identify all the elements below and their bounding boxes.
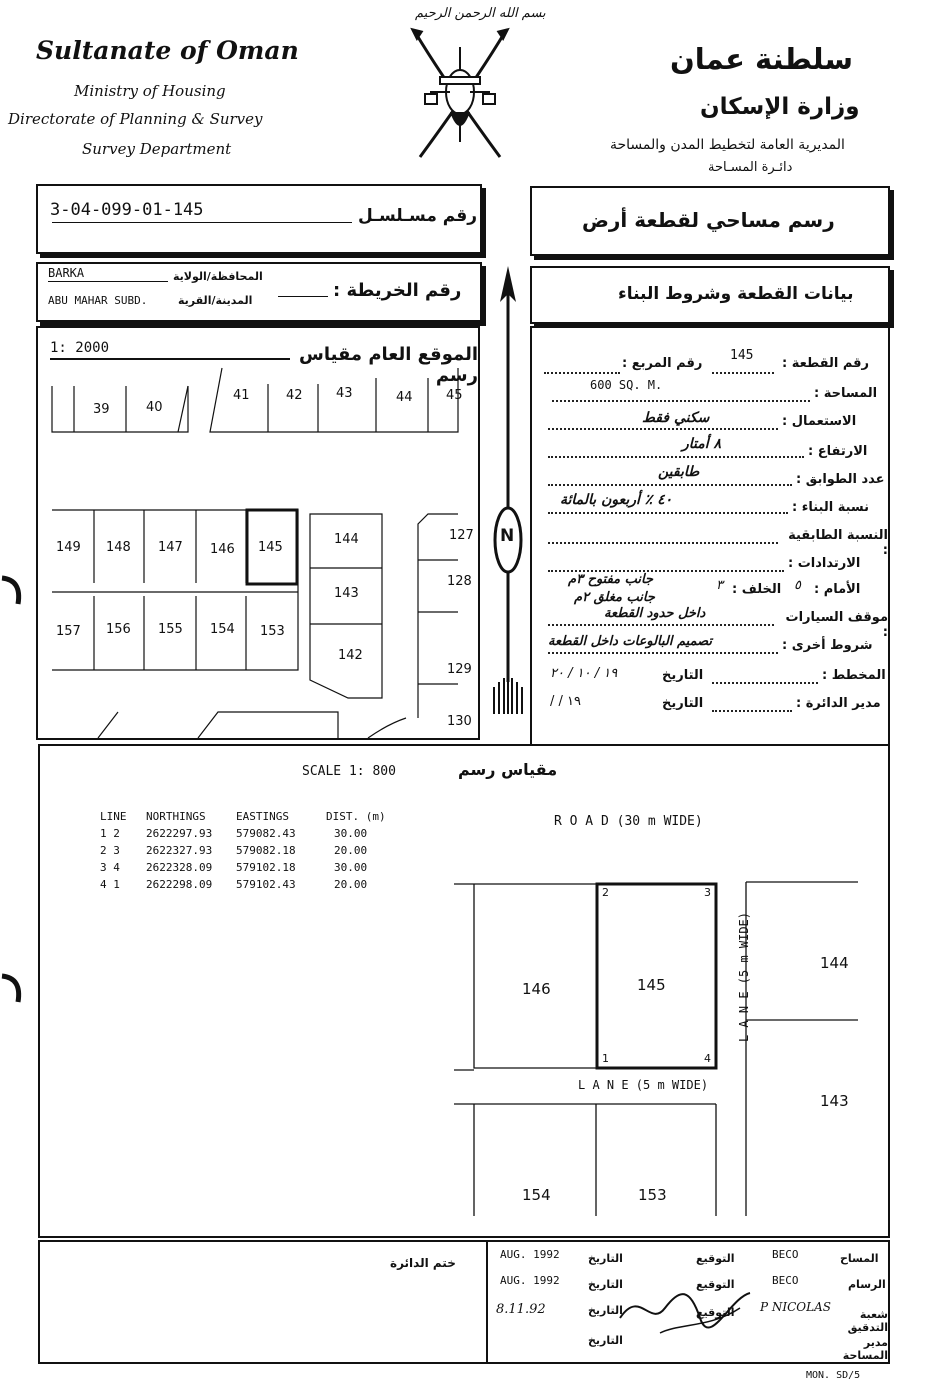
loc-plot-156: 156 [106,622,131,637]
national-emblem-icon [405,22,515,162]
loc-plot-128: 128 [447,574,472,589]
table-header-line: LINE [100,810,127,823]
draftsman-date: AUG. 1992 [500,1274,560,1287]
square-label: رقم المربع : [622,356,703,371]
survey-director-role: مدير المساحة [842,1336,888,1362]
serial-box [36,184,482,254]
binder-hole-icon [0,968,24,1008]
manager-dots [712,710,792,712]
parking-dots [548,624,774,626]
loc-plot-43: 43 [336,386,353,401]
survey-scale-ar: مقياس رسم [458,760,558,779]
back-label: الخلف : [732,582,782,597]
plot-no-dots [712,372,774,374]
setbacks-label: الارتدادات : [788,556,861,571]
signature-box [38,1240,890,1364]
height-value: ٨ أمتار [682,436,722,452]
checker-role: شعبة التدقيق [847,1308,888,1334]
loc-plot-45: 45 [446,388,463,403]
front-label: الأمام : [814,582,861,597]
table-row-northing: 2622327.93 [146,844,213,857]
stamp-label: ختم الدائرة [390,1256,456,1270]
loc-plot-39: 39 [93,402,110,417]
loc-plot-155: 155 [158,622,183,637]
survey-drawing-box [38,744,890,1238]
survey-plot-146: 146 [522,980,551,998]
loc-plot-153: 153 [260,624,285,639]
ratio-dots [548,512,788,514]
signature-divider [486,1242,488,1362]
surveyor-role: المساح [840,1252,879,1265]
loc-plot-42: 42 [286,388,303,403]
emblem-caption: بسم الله الرحمن الرحيم [415,6,546,21]
manager-date-label: التاريخ [662,696,704,711]
survey-plot-154: 154 [522,1186,551,1204]
table-row-easting: 579082.18 [236,844,296,857]
loc-plot-143: 143 [334,586,359,601]
surveyor-date-label: التاريخ [588,1252,623,1265]
surveyor-date: AUG. 1992 [500,1248,560,1261]
ratio-value: ٤٠ ٪ أربعون بالمائة [560,492,673,508]
header-directorate-ar: المديرية العامة لتخطيط المدن والمساحة [610,137,845,153]
road-label: R O A D (30 m WIDE) [554,814,703,829]
use-label: الاستعمال : [782,414,857,429]
header-ministry-en: Ministry of Housing [74,82,226,100]
manager-date-value: ١٩ / / [550,694,581,709]
table-row-dist: 30.00 [334,861,368,874]
loc-plot-40: 40 [146,400,163,415]
checker-name: P NICOLAS [760,1300,832,1314]
form-number: MON. SD/5 [806,1370,861,1381]
wilayat-value: BARKA [48,266,85,280]
other-conditions-dots [548,652,778,654]
loc-plot-44: 44 [396,390,413,405]
loc-plot-41: 41 [233,388,250,403]
loc-plot-154: 154 [210,622,235,637]
planner-label: المخطط : [822,668,886,683]
table-row-northing: 2622328.09 [146,861,213,874]
checker-date-label: التاريخ [588,1304,623,1317]
binder-hole-icon [0,570,24,610]
side-closed-value: جانب مغلق ٢م [574,590,655,605]
loc-plot-129: 129 [447,662,472,677]
corner-1: 1 [602,1052,609,1065]
area-label: المساحة : [814,386,878,401]
floor-ratio-label: النسبة الطابقية : [788,528,888,558]
header-title-en: Sultanate of Oman [36,36,299,65]
loc-plot-142: 142 [338,648,363,663]
document-title: رسم مساحي لقطعة أرض [582,208,835,232]
corner-2: 2 [602,886,609,899]
floors-dots [548,484,792,486]
table-header-northings: NORTHINGS [146,810,206,823]
plot-section-title-box [530,266,890,324]
table-row-dist: 20.00 [334,844,368,857]
wilayat-underline [48,281,168,282]
table-row-line: 2 3 [100,844,120,857]
table-header-eastings: EASTINGS [236,810,289,823]
loc-plot-157: 157 [56,624,81,639]
lane-vertical-label: L A N E (5 m WIDE) [737,911,751,1043]
survey-plot-drawing [40,746,888,1236]
parking-label: موقف السيارات : [785,610,888,640]
side-open-value: جانب مفتوح ٣م [568,572,654,587]
use-dots [548,428,778,430]
survey-plot-144: 144 [820,954,849,972]
table-row-line: 4 1 [100,878,120,891]
manager-label: مدير الدائرة : [796,696,881,711]
table-row-northing: 2622297.93 [146,827,213,840]
handwritten-signature [610,1278,760,1338]
back-value: ٣ [716,578,723,593]
table-header-dist: DIST. (m) [326,810,386,823]
wilayat-label: المحافظة/الولاية [173,270,263,283]
header-department-en: Survey Department [82,140,232,158]
location-map-box [36,326,480,740]
north-arrow-icon [486,262,530,722]
loc-plot-148: 148 [106,540,131,555]
plot-data-box [530,326,890,746]
plot-section-title: بيانات القطعة وشروط البناء [618,284,854,304]
table-row-dist: 30.00 [334,827,368,840]
other-conditions-value: تصميم البالوعات داخل القطعة [548,634,712,649]
use-value: سكني فقط [642,410,710,426]
serial-value: 3-04-099-01-145 [50,200,204,220]
ratio-label: نسبة البناء : [792,500,870,515]
planner-date-label: التاريخ [662,668,704,683]
table-row-northing: 2622298.09 [146,878,213,891]
survey-plot-153: 153 [638,1186,667,1204]
loc-plot-144: 144 [334,532,359,547]
corner-3: 3 [704,886,711,899]
document-title-box [530,186,890,256]
loc-plot-130: 130 [447,714,472,729]
draftsman-name: BECO [772,1274,799,1287]
surveyor-name: BECO [772,1248,799,1261]
survey-plot-145: 145 [637,976,666,994]
area-dots [552,400,810,402]
serial-underline [52,222,352,223]
draftsman-role: الرسام [848,1278,886,1291]
loc-plot-149: 149 [56,540,81,555]
village-label: المدينة/القرية [178,294,253,307]
plot-no-value: 145 [730,348,754,363]
map-no-label: رقم الخريطة : [333,280,462,301]
location-scale-value: 1: 2000 [50,340,110,356]
header-ministry-ar: وزارة الإسكان [700,94,860,120]
other-conditions-label: شروط أخرى : [782,638,873,653]
table-row-dist: 20.00 [334,878,368,891]
corner-4: 4 [704,1052,711,1065]
village-value: ABU MAHAR SUBD. [48,294,148,307]
checker-date: 8.11.92 [496,1302,546,1317]
north-label: N [500,526,515,546]
table-row-line: 1 2 [100,827,120,840]
lane-horizontal-label: L A N E (5 m WIDE) [578,1078,709,1092]
header-directorate-en: Directorate of Planning & Survey [8,110,263,128]
table-row-easting: 579102.18 [236,861,296,874]
location-title: الموقع العام مقياس رسم [299,344,478,386]
checker-sign-label: التوقيع [696,1306,735,1319]
plot-no-label: رقم القطعة : [782,356,870,371]
serial-label: رقم مسـلسـل [358,206,478,226]
floors-value: طابقين [658,464,700,480]
area-value: 600 SQ. M. [590,378,663,392]
height-dots [548,456,804,458]
header-department-ar: دائـرة المسـاحة [708,160,793,175]
square-dots [544,372,620,374]
floors-label: عدد الطوابق : [796,472,885,487]
map-no-underline [278,296,328,297]
loc-plot-147: 147 [158,540,183,555]
height-label: الارتفاع : [808,444,868,459]
loc-plot-127: 127 [449,528,474,543]
survey-director-date-label: التاريخ [588,1334,623,1347]
map-reference-box [36,262,482,322]
floor-ratio-dots [548,542,778,544]
header-title-ar: سلطنة عمان [670,42,854,76]
surveyor-sign-label: التوقيع [696,1252,735,1265]
loc-plot-146: 146 [210,542,235,557]
table-row-easting: 579082.43 [236,827,296,840]
planner-date-value: ١٩ / ١٠ / ٢٠ [550,666,618,681]
survey-plot-143: 143 [820,1092,849,1110]
table-row-easting: 579102.43 [236,878,296,891]
loc-plot-145: 145 [258,540,283,555]
planner-dots [712,682,818,684]
draftsman-sign-label: التوقيع [696,1278,735,1291]
front-value: ٥ [794,578,801,593]
table-row-line: 3 4 [100,861,120,874]
survey-scale-en: SCALE 1: 800 [302,764,396,779]
draftsman-date-label: التاريخ [588,1278,623,1291]
parking-value: داخل حدود القطعة [604,606,706,621]
